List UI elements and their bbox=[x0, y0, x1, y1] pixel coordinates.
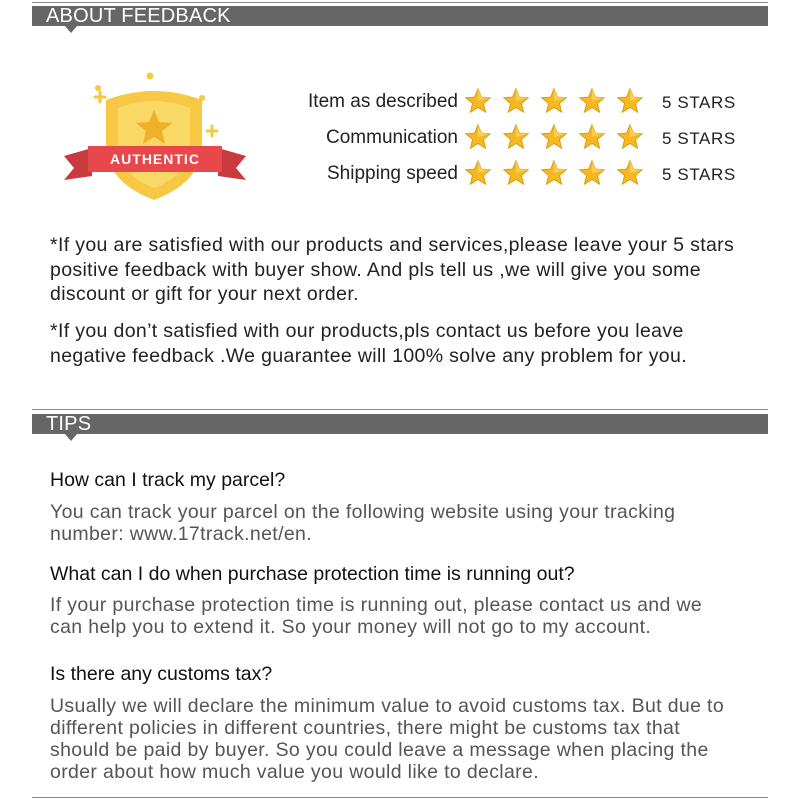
rating-row-shipping-speed bbox=[290, 158, 760, 190]
star-icon bbox=[464, 87, 492, 115]
star-icon bbox=[464, 159, 492, 187]
star-icon bbox=[540, 87, 568, 115]
about-feedback-header bbox=[32, 6, 768, 26]
rating-count: 5 STARS bbox=[662, 165, 736, 184]
star-icon bbox=[540, 123, 568, 151]
header-notch bbox=[65, 434, 77, 441]
faq-question: Is there any customs tax? bbox=[50, 663, 273, 685]
header-notch bbox=[65, 26, 77, 33]
star-rating bbox=[464, 158, 644, 190]
feedback-note-positive: *If you are satisfied with our products and services,please leave your 5 stars positive feedback with buyer show. And pls tell us ,we will give you some discount or gift for your next order. bbox=[50, 234, 735, 305]
rating-row-item-as-described bbox=[290, 86, 760, 118]
badge-label: AUTHENTIC bbox=[110, 151, 200, 167]
star-icon bbox=[502, 87, 530, 115]
star-icon bbox=[578, 159, 606, 187]
rating-count: 5 STARS bbox=[662, 129, 736, 148]
star-icon bbox=[502, 159, 530, 187]
star-rating bbox=[464, 86, 644, 118]
rating-label: Shipping speed bbox=[327, 163, 458, 184]
about-feedback-title: ABOUT FEEDBACK bbox=[46, 5, 231, 27]
authentic-badge bbox=[62, 68, 252, 208]
rating-count: 5 STARS bbox=[662, 93, 736, 112]
faq-answer: You can track your parcel on the following website using your tracking number: www.17track.net/en. bbox=[50, 501, 676, 545]
rating-label: Communication bbox=[326, 127, 458, 148]
faq-answer: Usually we will declare the minimum value to avoid customs tax. But due to different policies in different countries, there might be customs tax that should be paid by buyer. So you could leave a message when placing the order about how much value you would like to declare. bbox=[50, 695, 725, 783]
rating-row-communication bbox=[290, 122, 760, 154]
faq-question: How can I track my parcel? bbox=[50, 469, 286, 491]
faq-question: What can I do when purchase protection time is running out? bbox=[50, 563, 575, 585]
star-icon bbox=[616, 123, 644, 151]
star-icon bbox=[616, 159, 644, 187]
star-icon bbox=[578, 87, 606, 115]
faq-answer: If your purchase protection time is running out, please contact us and we can help you to extend it. So your money will not go to my account. bbox=[50, 594, 703, 638]
tips-header bbox=[32, 414, 768, 434]
star-icon bbox=[578, 123, 606, 151]
feedback-note-negative: *If you don’t satisfied with our products,pls contact us before you leave negative feedback .We guarantee will 100% solve any problem for you. bbox=[50, 320, 687, 367]
star-icon bbox=[464, 123, 492, 151]
star-rating bbox=[464, 122, 644, 154]
top-divider bbox=[32, 2, 768, 3]
star-icon bbox=[502, 123, 530, 151]
tips-divider bbox=[32, 409, 768, 410]
star-icon bbox=[616, 87, 644, 115]
tips-title: TIPS bbox=[46, 413, 92, 435]
bottom-divider bbox=[32, 797, 768, 798]
shield-badge-icon bbox=[62, 68, 252, 208]
star-icon bbox=[540, 159, 568, 187]
rating-label: Item as described bbox=[308, 91, 458, 112]
